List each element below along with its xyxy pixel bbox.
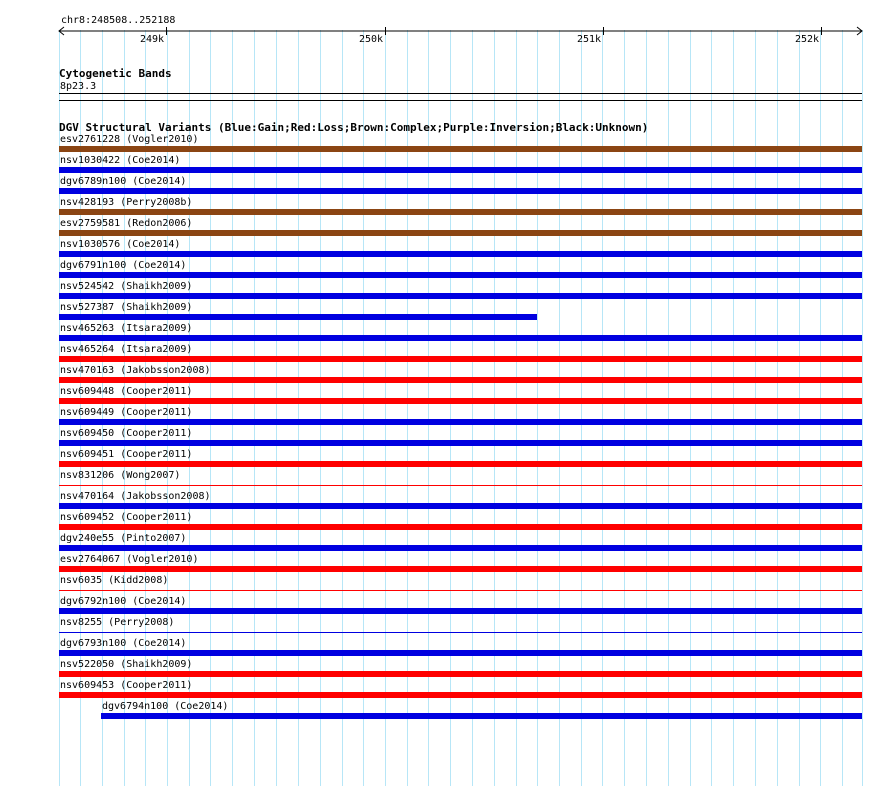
ruler-tick [603,27,604,35]
dgv-feature[interactable] [0,280,890,300]
dgv-feature[interactable] [0,175,890,195]
dgv-feature-bar[interactable] [59,419,862,425]
dgv-feature[interactable] [0,238,890,258]
dgv-feature-label[interactable]: nsv465263 (Itsara2009) [60,323,193,334]
dgv-feature[interactable] [0,301,890,321]
dgv-feature-label[interactable]: dgv240e55 (Pinto2007) [60,533,187,544]
dgv-feature-bar[interactable] [59,167,862,173]
dgv-feature-bar[interactable] [101,713,862,719]
dgv-feature[interactable] [0,259,890,279]
dgv-feature-bar[interactable] [59,632,862,633]
dgv-feature-bar[interactable] [59,188,862,194]
ruler-tick-label: 249k [140,34,165,45]
dgv-feature-bar[interactable] [59,590,862,591]
dgv-feature-label[interactable]: nsv428193 (Perry2008b) [60,197,193,208]
dgv-feature-bar[interactable] [59,356,862,362]
dgv-feature[interactable] [0,322,890,342]
dgv-feature-label[interactable]: nsv1030422 (Coe2014) [60,155,181,166]
dgv-feature-label[interactable]: esv2764067 (Vogler2010) [60,554,199,565]
dgv-feature-label[interactable]: esv2759581 (Redon2006) [60,218,193,229]
dgv-feature[interactable] [0,700,890,720]
dgv-feature-bar[interactable] [59,650,862,656]
dgv-feature[interactable] [0,511,890,531]
ruler-tick-label: 251k [577,34,602,45]
dgv-feature-label[interactable]: nsv609452 (Cooper2011) [60,512,193,523]
dgv-feature-bar[interactable] [59,440,862,446]
cytoband-track-title: Cytogenetic Bands [59,67,172,80]
dgv-feature[interactable] [0,532,890,552]
ruler-tick [821,27,822,35]
dgv-feature-bar[interactable] [59,524,862,530]
dgv-feature-bar[interactable] [59,209,862,215]
dgv-feature-label[interactable]: dgv6793n100 (Coe2014) [60,638,187,649]
dgv-feature-bar[interactable] [59,146,862,152]
dgv-feature-bar[interactable] [59,272,862,278]
dgv-feature-label[interactable]: nsv1030576 (Coe2014) [60,239,181,250]
dgv-feature[interactable] [0,364,890,384]
dgv-feature-label[interactable]: nsv609453 (Cooper2011) [60,680,193,691]
cytoband-line-top [59,93,862,94]
dgv-feature-label[interactable]: nsv470164 (Jakobsson2008) [60,491,211,502]
dgv-feature-bar[interactable] [59,230,862,236]
dgv-feature[interactable] [0,343,890,363]
dgv-feature[interactable] [0,133,890,153]
dgv-feature-bar[interactable] [59,566,862,572]
dgv-feature-label[interactable]: esv2761228 (Vogler2010) [60,134,199,145]
dgv-feature-bar[interactable] [59,692,862,698]
ruler-axis [55,24,867,38]
dgv-feature-label[interactable]: nsv609449 (Cooper2011) [60,407,193,418]
dgv-feature-bar[interactable] [59,251,862,257]
dgv-feature-label[interactable]: dgv6794n100 (Coe2014) [102,701,229,712]
dgv-feature-label[interactable]: dgv6789n100 (Coe2014) [60,176,187,187]
dgv-feature[interactable] [0,553,890,573]
ruler-tick-label: 252k [795,34,820,45]
dgv-feature[interactable] [0,406,890,426]
dgv-feature-label[interactable]: nsv524542 (Shaikh2009) [60,281,193,292]
dgv-feature-bar[interactable] [59,398,862,404]
dgv-feature-bar[interactable] [59,608,862,614]
dgv-feature[interactable] [0,595,890,615]
dgv-feature[interactable] [0,574,890,594]
dgv-feature-label[interactable]: nsv8255 (Perry2008) [60,617,175,628]
dgv-feature[interactable] [0,217,890,237]
dgv-feature[interactable] [0,616,890,636]
ruler-tick [385,27,386,35]
dgv-feature-label[interactable]: nsv522050 (Shaikh2009) [60,659,193,670]
dgv-feature-bar[interactable] [59,335,862,341]
dgv-feature-bar[interactable] [59,503,862,509]
dgv-feature-label[interactable]: nsv465264 (Itsara2009) [60,344,193,355]
dgv-feature-bar[interactable] [59,293,862,299]
dgv-feature-bar[interactable] [59,671,862,677]
dgv-feature-bar[interactable] [59,485,862,486]
dgv-feature[interactable] [0,637,890,657]
ruler-tick-label: 250k [359,34,384,45]
dgv-feature-label[interactable]: nsv609448 (Cooper2011) [60,386,193,397]
dgv-feature-label[interactable]: nsv470163 (Jakobsson2008) [60,365,211,376]
dgv-feature-label[interactable]: nsv527387 (Shaikh2009) [60,302,193,313]
dgv-feature-bar[interactable] [59,545,862,551]
cytoband-label: 8p23.3 [60,81,97,92]
dgv-feature-label[interactable]: dgv6791n100 (Coe2014) [60,260,187,271]
dgv-feature[interactable] [0,154,890,174]
dgv-feature-label[interactable]: dgv6792n100 (Coe2014) [60,596,187,607]
dgv-feature-label[interactable]: nsv831206 (Wong2007) [60,470,181,481]
dgv-feature[interactable] [0,658,890,678]
cytoband-line-bottom [59,100,862,101]
dgv-feature-label[interactable]: nsv609451 (Cooper2011) [60,449,193,460]
dgv-feature[interactable] [0,196,890,216]
ruler-location: chr8:248508..252188 [61,15,176,26]
dgv-track-title: DGV Structural Variants (Blue:Gain;Red:Loss;Brown:Complex;Purple:Inversion;Black:Unknown) [59,121,649,134]
dgv-feature-bar[interactable] [59,377,862,383]
ruler-tick [166,27,167,35]
dgv-feature[interactable] [0,385,890,405]
dgv-feature[interactable] [0,448,890,468]
dgv-feature-bar[interactable] [59,461,862,467]
dgv-feature-bar[interactable] [59,314,537,320]
dgv-feature[interactable] [0,679,890,699]
dgv-feature[interactable] [0,427,890,447]
dgv-feature[interactable] [0,490,890,510]
dgv-feature[interactable] [0,469,890,489]
dgv-feature-label[interactable]: nsv609450 (Cooper2011) [60,428,193,439]
dgv-feature-label[interactable]: nsv6035 (Kidd2008) [60,575,169,586]
